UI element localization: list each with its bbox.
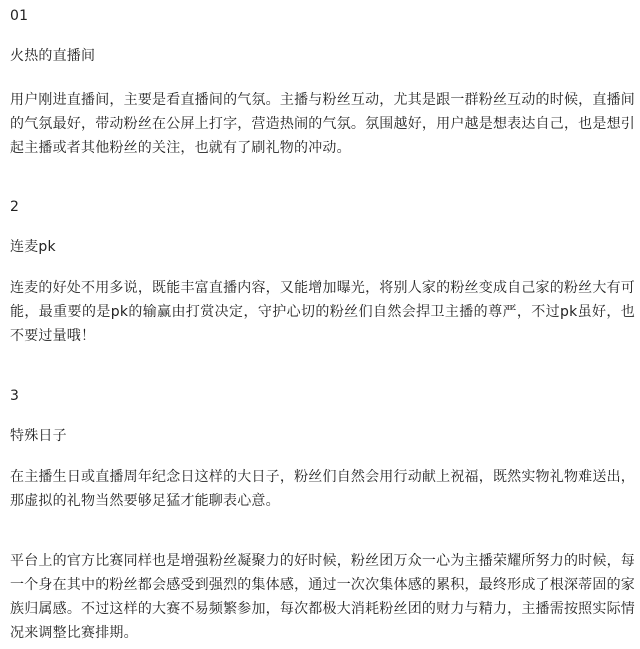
section-number: 3	[10, 388, 20, 404]
section-title: 火热的直播间	[10, 48, 96, 64]
section-title: 连麦pk	[10, 239, 56, 255]
section-paragraph: 平台上的官方比赛同样也是增强粉丝凝聚力的好时候，粉丝团万众一心为主播荣耀所努力的时候，每一个身在其中的粉丝都会感受到强烈的集体感，通过一次次集体感的累积，最终形成了根深蒂固的家族归属感。不过这样的大赛不易频繁参加，每次都极大消耗粉丝团的财力与精力，主播需按照实际情况来调整比赛排期。	[10, 553, 635, 641]
section-number: 01	[10, 8, 29, 24]
section-number: 2	[10, 199, 20, 215]
section-title: 特殊日子	[10, 428, 67, 444]
section-paragraph: 用户刚进直播间，主要是看直播间的气氛。主播与粉丝互动，尤其是跟一群粉丝互动的时候，直播间的气氛最好，带动粉丝在公屏上打字，营造热闹的气氛。氛围越好，用户越是想表达自己，也是想引起主播或者其他粉丝的关注，也就有了刷礼物的冲动。	[10, 92, 635, 156]
section-paragraph: 连麦的好处不用多说，既能丰富直播内容，又能增加曝光，将别人家的粉丝变成自己家的粉丝大有可能，最重要的是pk的输赢由打赏决定，守护心切的粉丝们自然会捍卫主播的尊严，不过pk虽好，也不要过量哦！	[10, 280, 635, 344]
section-paragraph: 在主播生日或直播周年纪念日这样的大日子，粉丝们自然会用行动献上祝福，既然实物礼物难送出，那虚拟的礼物当然要够足猛才能聊表心意。	[10, 469, 635, 509]
